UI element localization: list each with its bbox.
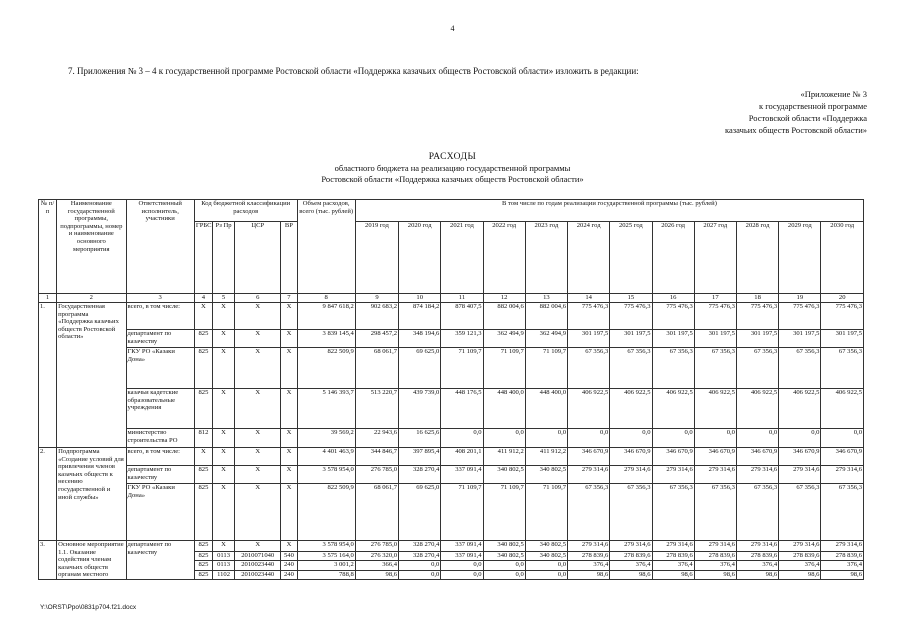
header-year: 2025 год xyxy=(610,222,652,294)
cell-year-value: 279 314,6 xyxy=(821,541,864,552)
cell-year-value: 69 625,0 xyxy=(399,484,441,541)
cell-rzpr: X xyxy=(212,389,234,429)
page-number: 4 xyxy=(450,24,455,33)
header-year: 2030 год xyxy=(821,222,864,294)
cell-year-value: 98,6 xyxy=(652,570,694,579)
cell-year-value: 0,0 xyxy=(525,429,567,448)
column-number: 2 xyxy=(57,294,126,303)
cell-year-value: 348 194,6 xyxy=(399,330,441,348)
cell-year-value: 397 895,4 xyxy=(399,448,441,466)
column-number: 8 xyxy=(297,294,355,303)
cell-grbs: 825 xyxy=(194,348,212,389)
cell-year-value: 279 314,6 xyxy=(610,541,652,552)
cell-name: Государственная программа «Поддержка казачьих обществ Ростовской области» xyxy=(57,303,126,448)
column-number: 4 xyxy=(194,294,212,303)
cell-year-value: 340 802,5 xyxy=(525,466,567,484)
cell-year-value: 448 176,5 xyxy=(441,389,483,429)
cell-grbs: 825 xyxy=(194,570,212,579)
file-path-footer: Y:\ORST\Ppo\0831p704.f21.docx xyxy=(40,604,137,611)
cell-year-value: 67 356,3 xyxy=(568,348,610,389)
cell-year-value: 68 061,7 xyxy=(355,348,398,389)
header-num: № п/п xyxy=(39,200,57,294)
cell-year-value: 301 197,5 xyxy=(610,330,652,348)
cell-year-value: 67 356,3 xyxy=(652,348,694,389)
cell-year-value: 67 356,3 xyxy=(779,348,821,389)
cell-year-value: 279 314,6 xyxy=(736,466,778,484)
cell-vr: 240 xyxy=(281,570,297,579)
column-number: 3 xyxy=(126,294,194,303)
cell-year-value: 775 476,3 xyxy=(568,303,610,330)
cell-year-value: 98,6 xyxy=(694,570,736,579)
cell-year-value: 67 356,3 xyxy=(568,484,610,541)
cell-year-value: 406 922,5 xyxy=(652,389,694,429)
cell-csr: 2010023440 xyxy=(235,561,281,570)
table-row xyxy=(39,448,864,466)
cell-vr: X xyxy=(281,541,297,552)
appendix-line: Ростовской области «Поддержка xyxy=(748,113,867,123)
cell-rzpr: X xyxy=(212,348,234,389)
table-row xyxy=(39,303,864,330)
cell-year-value: 411 912,2 xyxy=(483,448,525,466)
header-name: Наименование государственной программы, подпрограммы, номер и наименование основного мероприятия xyxy=(57,200,126,294)
cell-year-value: 276 785,0 xyxy=(355,541,398,552)
table-row xyxy=(39,429,864,448)
table-row xyxy=(39,541,864,552)
cell-year-value: 0,0 xyxy=(694,429,736,448)
cell-year-value: 775 476,3 xyxy=(652,303,694,330)
column-number: 6 xyxy=(235,294,281,303)
cell-year-value: 376,4 xyxy=(694,561,736,570)
table-row xyxy=(39,389,864,429)
cell-year-value: 279 314,6 xyxy=(779,466,821,484)
header-grbs: ГРБС xyxy=(194,222,212,294)
cell-year-value: 278 839,6 xyxy=(568,552,610,561)
cell-year-value: 276 320,0 xyxy=(355,552,398,561)
cell-csr: X xyxy=(235,348,281,389)
cell-total: 3 578 954,0 xyxy=(297,541,355,552)
cell-year-value: 0,0 xyxy=(779,429,821,448)
cell-csr: X xyxy=(235,484,281,541)
column-number: 16 xyxy=(652,294,694,303)
cell-year-value: 328 270,4 xyxy=(399,466,441,484)
cell-year-value: 337 091,4 xyxy=(441,466,483,484)
cell-year-value: 346 670,9 xyxy=(779,448,821,466)
cell-year-value: 340 802,5 xyxy=(483,466,525,484)
cell-year-value: 278 839,6 xyxy=(694,552,736,561)
cell-name: Основное мероприятие 1.1. Оказание содействия членам казачьих обществ органам местного xyxy=(57,541,126,580)
table-row xyxy=(39,330,864,348)
column-number: 7 xyxy=(281,294,297,303)
cell-year-value: 67 356,3 xyxy=(694,484,736,541)
header-year: 2023 год xyxy=(525,222,567,294)
cell-year-value: 279 314,6 xyxy=(736,541,778,552)
cell-year-value: 69 625,0 xyxy=(399,348,441,389)
cell-year-value: 301 197,5 xyxy=(821,330,864,348)
cell-year-value: 346 670,9 xyxy=(694,448,736,466)
cell-year-value: 278 839,6 xyxy=(652,552,694,561)
cell-year-value: 0,0 xyxy=(441,561,483,570)
cell-year-value: 0,0 xyxy=(399,570,441,579)
cell-year-value: 0,0 xyxy=(441,570,483,579)
cell-year-value: 301 197,5 xyxy=(568,330,610,348)
cell-vr: X xyxy=(281,448,297,466)
cell-year-value: 71 109,7 xyxy=(525,348,567,389)
cell-rzpr: X xyxy=(212,484,234,541)
cell-year-value: 359 121,3 xyxy=(441,330,483,348)
cell-name: Подпрограмма «Создание условий для привлечения членов казачьих обществ к несению государственной и иной службы» xyxy=(57,448,126,541)
cell-vr: X xyxy=(281,466,297,484)
cell-rzpr: 0113 xyxy=(212,561,234,570)
header-year: 2029 год xyxy=(779,222,821,294)
cell-executor: министерство строительства РО xyxy=(126,429,194,448)
cell-year-value: 67 356,3 xyxy=(610,348,652,389)
cell-year-value: 775 476,3 xyxy=(610,303,652,330)
cell-year-value: 0,0 xyxy=(483,561,525,570)
cell-year-value: 0,0 xyxy=(525,561,567,570)
cell-executor: всего, в том числе: xyxy=(126,448,194,466)
cell-year-value: 337 091,4 xyxy=(441,541,483,552)
cell-total: 3 001,2 xyxy=(297,561,355,570)
cell-rzpr: X xyxy=(212,448,234,466)
cell-year-value: 301 197,5 xyxy=(694,330,736,348)
cell-rzpr: 1102 xyxy=(212,570,234,579)
column-number: 17 xyxy=(694,294,736,303)
cell-year-value: 67 356,3 xyxy=(736,484,778,541)
column-number: 5 xyxy=(212,294,234,303)
cell-year-value: 71 109,7 xyxy=(483,348,525,389)
cell-year-value: 0,0 xyxy=(525,570,567,579)
cell-vr: X xyxy=(281,330,297,348)
cell-year-value: 67 356,3 xyxy=(779,484,821,541)
cell-year-value: 22 943,6 xyxy=(355,429,398,448)
cell-year-value: 279 314,6 xyxy=(694,466,736,484)
cell-year-value: 301 197,5 xyxy=(652,330,694,348)
cell-year-value: 71 109,7 xyxy=(441,348,483,389)
column-number: 18 xyxy=(736,294,778,303)
cell-year-value: 775 476,3 xyxy=(736,303,778,330)
header-year: 2028 год xyxy=(736,222,778,294)
cell-year-value: 775 476,3 xyxy=(821,303,864,330)
column-number: 19 xyxy=(779,294,821,303)
cell-total: 3 839 145,4 xyxy=(297,330,355,348)
cell-year-value: 882 004,6 xyxy=(525,303,567,330)
cell-year-value: 448 400,0 xyxy=(525,389,567,429)
table-row xyxy=(39,484,864,541)
cell-year-value: 0,0 xyxy=(610,429,652,448)
header-rzpr: Рз Пр xyxy=(212,222,234,294)
header-csr: ЦСР xyxy=(235,222,281,294)
cell-year-value: 775 476,3 xyxy=(779,303,821,330)
cell-year-value: 376,4 xyxy=(652,561,694,570)
cell-num: 3. xyxy=(39,541,57,580)
cell-year-value: 346 670,9 xyxy=(821,448,864,466)
cell-year-value: 376,4 xyxy=(736,561,778,570)
cell-year-value: 340 802,5 xyxy=(525,541,567,552)
cell-rzpr: X xyxy=(212,330,234,348)
cell-vr: X xyxy=(281,348,297,389)
cell-year-value: 279 314,6 xyxy=(652,466,694,484)
cell-grbs: 825 xyxy=(194,541,212,552)
cell-year-value: 874 184,2 xyxy=(399,303,441,330)
cell-year-value: 775 476,3 xyxy=(694,303,736,330)
header-year: 2021 год xyxy=(441,222,483,294)
cell-csr: 2010023440 xyxy=(235,570,281,579)
cell-total: 788,8 xyxy=(297,570,355,579)
cell-csr: X xyxy=(235,448,281,466)
cell-grbs: X xyxy=(194,448,212,466)
cell-year-value: 98,6 xyxy=(355,570,398,579)
cell-total: 3 578 954,0 xyxy=(297,466,355,484)
appendix-line: казачьих обществ Ростовской области» xyxy=(725,125,867,135)
cell-year-value: 0,0 xyxy=(483,570,525,579)
cell-year-value: 67 356,3 xyxy=(652,484,694,541)
cell-year-value: 301 197,5 xyxy=(736,330,778,348)
cell-year-value: 67 356,3 xyxy=(821,348,864,389)
heading-title: РАСХОДЫ xyxy=(428,152,477,162)
header-year: 2020 год xyxy=(399,222,441,294)
cell-total: 39 569,2 xyxy=(297,429,355,448)
cell-year-value: 71 109,7 xyxy=(441,484,483,541)
cell-vr: 240 xyxy=(281,561,297,570)
cell-vr: X xyxy=(281,303,297,330)
cell-year-value: 98,6 xyxy=(736,570,778,579)
cell-year-value: 67 356,3 xyxy=(736,348,778,389)
heading-subtitle: Ростовской области «Поддержка казачьих обществ Ростовской области» xyxy=(321,174,584,184)
column-number: 10 xyxy=(399,294,441,303)
cell-year-value: 408 201,1 xyxy=(441,448,483,466)
column-number: 9 xyxy=(355,294,398,303)
header-year: 2027 год xyxy=(694,222,736,294)
cell-num: 2. xyxy=(39,448,57,541)
cell-year-value: 278 839,6 xyxy=(821,552,864,561)
header-year: 2019 год xyxy=(355,222,398,294)
cell-total: 822 509,9 xyxy=(297,484,355,541)
cell-total: 4 401 463,9 xyxy=(297,448,355,466)
cell-year-value: 71 109,7 xyxy=(483,484,525,541)
cell-executor: всего, в том числе: xyxy=(126,303,194,330)
cell-year-value: 448 400,0 xyxy=(483,389,525,429)
cell-executor: казачьи кадетские образовательные учреждения xyxy=(126,389,194,429)
cell-year-value: 340 802,5 xyxy=(525,552,567,561)
cell-year-value: 67 356,3 xyxy=(610,484,652,541)
cell-vr: X xyxy=(281,429,297,448)
cell-year-value: 278 839,6 xyxy=(779,552,821,561)
cell-total: 5 146 393,7 xyxy=(297,389,355,429)
cell-grbs: 825 xyxy=(194,389,212,429)
cell-year-value: 406 922,5 xyxy=(779,389,821,429)
cell-executor: департамент по казачеству xyxy=(126,541,194,580)
cell-year-value: 346 670,9 xyxy=(610,448,652,466)
cell-year-value: 279 314,6 xyxy=(568,541,610,552)
column-number: 15 xyxy=(610,294,652,303)
column-number: 12 xyxy=(483,294,525,303)
cell-year-value: 68 061,7 xyxy=(355,484,398,541)
cell-year-value: 376,4 xyxy=(821,561,864,570)
cell-year-value: 411 912,2 xyxy=(525,448,567,466)
cell-csr: X xyxy=(235,429,281,448)
cell-year-value: 0,0 xyxy=(652,429,694,448)
cell-year-value: 98,6 xyxy=(821,570,864,579)
cell-year-value: 98,6 xyxy=(568,570,610,579)
cell-year-value: 337 091,4 xyxy=(441,552,483,561)
cell-year-value: 279 314,6 xyxy=(694,541,736,552)
cell-executor: ГКУ РО «Казаки Дона» xyxy=(126,484,194,541)
header-executor: Ответственный исполнитель, участники xyxy=(126,200,194,294)
header-code-group: Код бюджетной классификации расходов xyxy=(194,200,297,222)
cell-year-value: 278 839,6 xyxy=(736,552,778,561)
cell-rzpr: X xyxy=(212,466,234,484)
cell-year-value: 279 314,6 xyxy=(610,466,652,484)
cell-grbs: 825 xyxy=(194,330,212,348)
cell-vr: X xyxy=(281,484,297,541)
cell-grbs: 825 xyxy=(194,561,212,570)
cell-total: 9 847 618,2 xyxy=(297,303,355,330)
cell-year-value: 366,4 xyxy=(355,561,398,570)
header-year: 2024 год xyxy=(568,222,610,294)
header-year: 2026 год xyxy=(652,222,694,294)
document-heading xyxy=(0,152,905,185)
cell-year-value: 328 270,4 xyxy=(399,541,441,552)
header-years-group: В том числе по годам реализации государственной программы (тыс. рублей) xyxy=(355,200,863,222)
cell-year-value: 0,0 xyxy=(821,429,864,448)
cell-year-value: 878 407,5 xyxy=(441,303,483,330)
cell-year-value: 406 922,5 xyxy=(736,389,778,429)
cell-total: 3 575 164,0 xyxy=(297,552,355,561)
cell-total: 822 509,9 xyxy=(297,348,355,389)
table-row xyxy=(39,348,864,389)
cell-executor: ГКУ РО «Казаки Дона» xyxy=(126,348,194,389)
cell-rzpr: 0113 xyxy=(212,552,234,561)
cell-csr: X xyxy=(235,330,281,348)
cell-csr: X xyxy=(235,541,281,552)
cell-year-value: 376,4 xyxy=(779,561,821,570)
cell-year-value: 513 220,7 xyxy=(355,389,398,429)
cell-grbs: X xyxy=(194,303,212,330)
cell-year-value: 882 004,6 xyxy=(483,303,525,330)
cell-year-value: 362 494,9 xyxy=(483,330,525,348)
cell-year-value: 439 739,0 xyxy=(399,389,441,429)
cell-year-value: 902 683,2 xyxy=(355,303,398,330)
cell-year-value: 16 625,6 xyxy=(399,429,441,448)
cell-grbs: 812 xyxy=(194,429,212,448)
cell-year-value: 0,0 xyxy=(736,429,778,448)
cell-grbs: 825 xyxy=(194,552,212,561)
column-number: 13 xyxy=(525,294,567,303)
cell-year-value: 0,0 xyxy=(568,429,610,448)
cell-year-value: 67 356,3 xyxy=(821,484,864,541)
appendix-line: «Приложение № 3 xyxy=(800,89,867,99)
column-number: 14 xyxy=(568,294,610,303)
cell-year-value: 406 922,5 xyxy=(694,389,736,429)
cell-rzpr: X xyxy=(212,303,234,330)
cell-year-value: 376,4 xyxy=(568,561,610,570)
cell-grbs: 825 xyxy=(194,466,212,484)
cell-year-value: 406 922,5 xyxy=(821,389,864,429)
cell-year-value: 362 494,9 xyxy=(525,330,567,348)
cell-csr: X xyxy=(235,389,281,429)
column-number: 1 xyxy=(39,294,57,303)
cell-year-value: 406 922,5 xyxy=(568,389,610,429)
cell-year-value: 0,0 xyxy=(441,429,483,448)
cell-year-value: 346 670,9 xyxy=(736,448,778,466)
cell-year-value: 328 270,4 xyxy=(399,552,441,561)
cell-csr: X xyxy=(235,303,281,330)
cell-year-value: 67 356,3 xyxy=(694,348,736,389)
cell-year-value: 71 109,7 xyxy=(525,484,567,541)
cell-year-value: 278 839,6 xyxy=(610,552,652,561)
cell-year-value: 279 314,6 xyxy=(652,541,694,552)
cell-year-value: 346 670,9 xyxy=(652,448,694,466)
cell-year-value: 276 785,0 xyxy=(355,466,398,484)
cell-year-value: 0,0 xyxy=(399,561,441,570)
cell-grbs: 825 xyxy=(194,484,212,541)
cell-executor: департамент по казачеству xyxy=(126,330,194,348)
cell-year-value: 0,0 xyxy=(483,429,525,448)
cell-year-value: 279 314,6 xyxy=(821,466,864,484)
intro-text: 7. Приложения № 3 – 4 к государственной программе Ростовской области «Поддержка казачьих обществ Ростовской области» изложить в редакции: xyxy=(68,66,639,76)
cell-year-value: 279 314,6 xyxy=(568,466,610,484)
cell-year-value: 340 802,5 xyxy=(483,541,525,552)
appendix-line: к государственной программе xyxy=(758,101,867,111)
cell-year-value: 376,4 xyxy=(610,561,652,570)
cell-year-value: 340 802,5 xyxy=(483,552,525,561)
expenses-table xyxy=(38,199,864,580)
cell-csr: X xyxy=(235,466,281,484)
table-row xyxy=(39,466,864,484)
cell-vr: X xyxy=(281,389,297,429)
column-number: 20 xyxy=(821,294,864,303)
header-year: 2022 год xyxy=(483,222,525,294)
heading-subtitle: областного бюджета на реализацию государственной программы xyxy=(334,163,571,173)
cell-year-value: 301 197,5 xyxy=(779,330,821,348)
cell-year-value: 279 314,6 xyxy=(779,541,821,552)
cell-year-value: 344 846,7 xyxy=(355,448,398,466)
appendix-caption xyxy=(647,88,867,136)
cell-num: 1. xyxy=(39,303,57,448)
cell-rzpr: X xyxy=(212,429,234,448)
cell-year-value: 346 670,9 xyxy=(568,448,610,466)
column-number: 11 xyxy=(441,294,483,303)
header-volume: Объем расходов, всего (тыс. рублей) xyxy=(297,200,355,294)
cell-vr: 540 xyxy=(281,552,297,561)
cell-executor: департамент по казачеству xyxy=(126,466,194,484)
cell-year-value: 406 922,5 xyxy=(610,389,652,429)
header-vr: ВР xyxy=(281,222,297,294)
cell-rzpr: X xyxy=(212,541,234,552)
cell-csr: 2010071040 xyxy=(235,552,281,561)
cell-year-value: 98,6 xyxy=(779,570,821,579)
cell-year-value: 298 457,2 xyxy=(355,330,398,348)
cell-year-value: 98,6 xyxy=(610,570,652,579)
